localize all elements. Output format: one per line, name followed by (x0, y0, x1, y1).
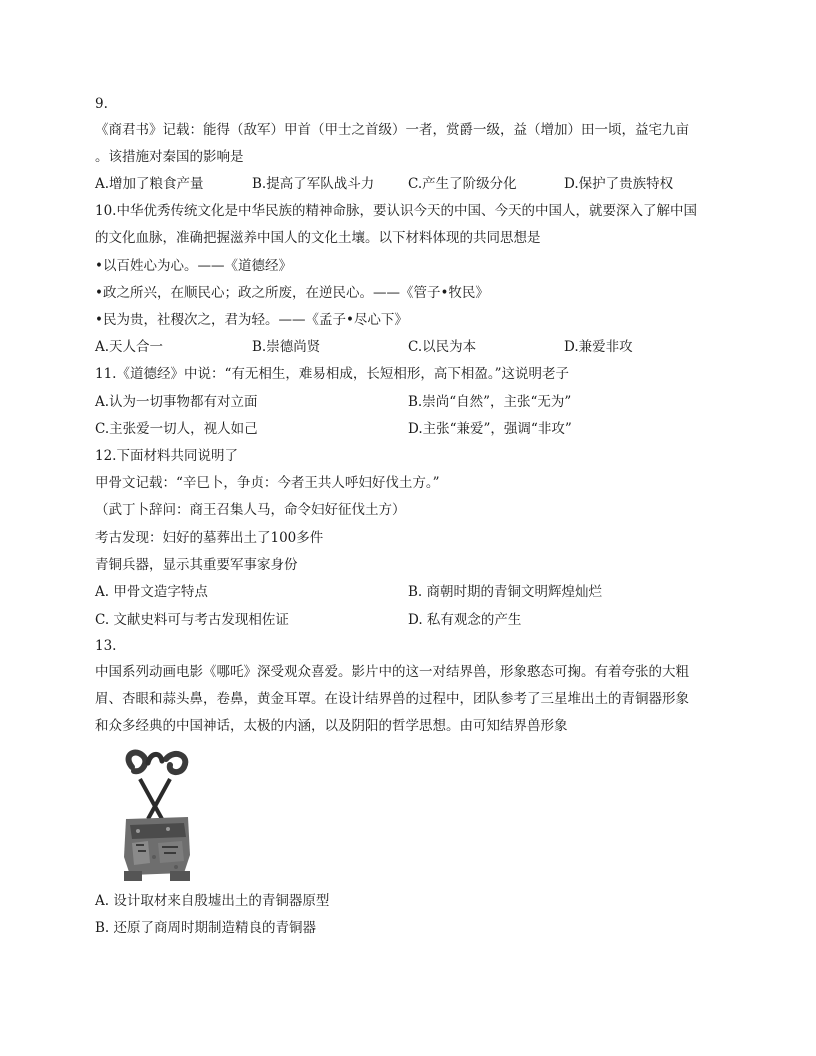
q9-number: 9. (95, 96, 108, 112)
q13-option-b[interactable]: B. 还原了商周时期制造精良的青铜器 (95, 920, 317, 936)
q12-text: 12.下面材料共同说明了 (95, 448, 238, 464)
q11-option-b[interactable]: B.崇尚“自然”，主张“无为” (408, 394, 572, 410)
q11-option-d[interactable]: D.主张“兼爱”，强调“非攻” (408, 421, 572, 437)
q11-text: 11.《道德经》中说：“有无相生，难易相成，长短相形，高下相盈。”这说明老子 (95, 366, 570, 382)
q13-option-a[interactable]: A. 设计取材来自殷墟出土的青铜器原型 (95, 893, 330, 909)
q11-option-c[interactable]: C.主张爱一切人，视人如己 (95, 421, 258, 437)
q10-option-c[interactable]: C.以民为本 (408, 339, 477, 355)
q10-option-b[interactable]: B.崇德尚贤 (252, 339, 321, 355)
q12-option-c[interactable]: C. 文献史料可与考古发现相佐证 (95, 612, 289, 628)
q13-number: 13. (95, 638, 117, 654)
q12-option-d[interactable]: D. 私有观念的产生 (408, 612, 522, 628)
q9-option-d[interactable]: D.保护了贵族特权 (564, 176, 674, 192)
q10-quote-2: •政之所兴，在顺民心；政之所废，在逆民心。——《管子•牧民》 (95, 285, 489, 301)
q10-option-a[interactable]: A.天人合一 (95, 339, 164, 355)
q13-text-line3: 和众多经典的中国神话，太极的内涵，以及阴阳的哲学思想。由可知结界兽形象 (95, 718, 568, 734)
q10-text-line2: 的文化血脉，准确把握滋养中国人的文化土壤。以下材料体现的共同思想是 (95, 230, 541, 246)
q9-option-c[interactable]: C.产生了阶级分化 (408, 176, 517, 192)
q10-option-d[interactable]: D.兼爱非攻 (564, 339, 633, 355)
q12-material-3: 考古发现：妇好的墓葬出土了100多件 (95, 530, 324, 546)
q12-material-2: （武丁卜辞问：商王召集人马，命令妇好征伐土方） (95, 502, 406, 518)
q11-option-a[interactable]: A.认为一切事物都有对立面 (95, 394, 258, 410)
q13-text-line1: 中国系列动画电影《哪吒》深受观众喜爱。影片中的这一对结界兽，形象憨态可掬。有着夸张的大粗 (95, 664, 689, 680)
q9-text-line1: 《商君书》记载：能得（敌军）甲首（甲士之首级）一者，赏爵一级，益（增加）田一顷，益宅九亩 (95, 122, 689, 138)
q9-text-line2: 。该措施对秦国的影响是 (95, 149, 244, 165)
q9-option-a[interactable]: A.增加了粮食产量 (95, 176, 204, 192)
q12-option-a[interactable]: A. 甲骨文造字特点 (95, 584, 208, 600)
q10-text-line1: 10.中华优秀传统文化是中华民族的精神命脉，要认识今天的中国、今天的中国人，就要深入了解中国 (95, 203, 697, 219)
q10-quote-1: •以百姓心为心。——《道德经》 (95, 258, 292, 274)
q9-option-b[interactable]: B.提高了军队战斗力 (252, 176, 375, 192)
bronze-creature-image (118, 745, 196, 883)
q12-material-4: 青铜兵器，显示其重要军事家身份 (95, 557, 298, 573)
q13-text-line2: 眉、杏眼和蒜头鼻，卷鼻，黄金耳罩。在设计结界兽的过程中，团队参考了三星堆出土的青铜器形象 (95, 691, 689, 707)
q12-option-b[interactable]: B. 商朝时期的青铜文明辉煌灿烂 (408, 584, 603, 600)
q12-material-1: 甲骨文记载：“辛巳卜，争贞：今者王共人呼妇好伐土方。” (95, 475, 440, 491)
q10-quote-3: •民为贵，社稷次之，君为轻。——《孟子•尽心下》 (95, 312, 408, 328)
